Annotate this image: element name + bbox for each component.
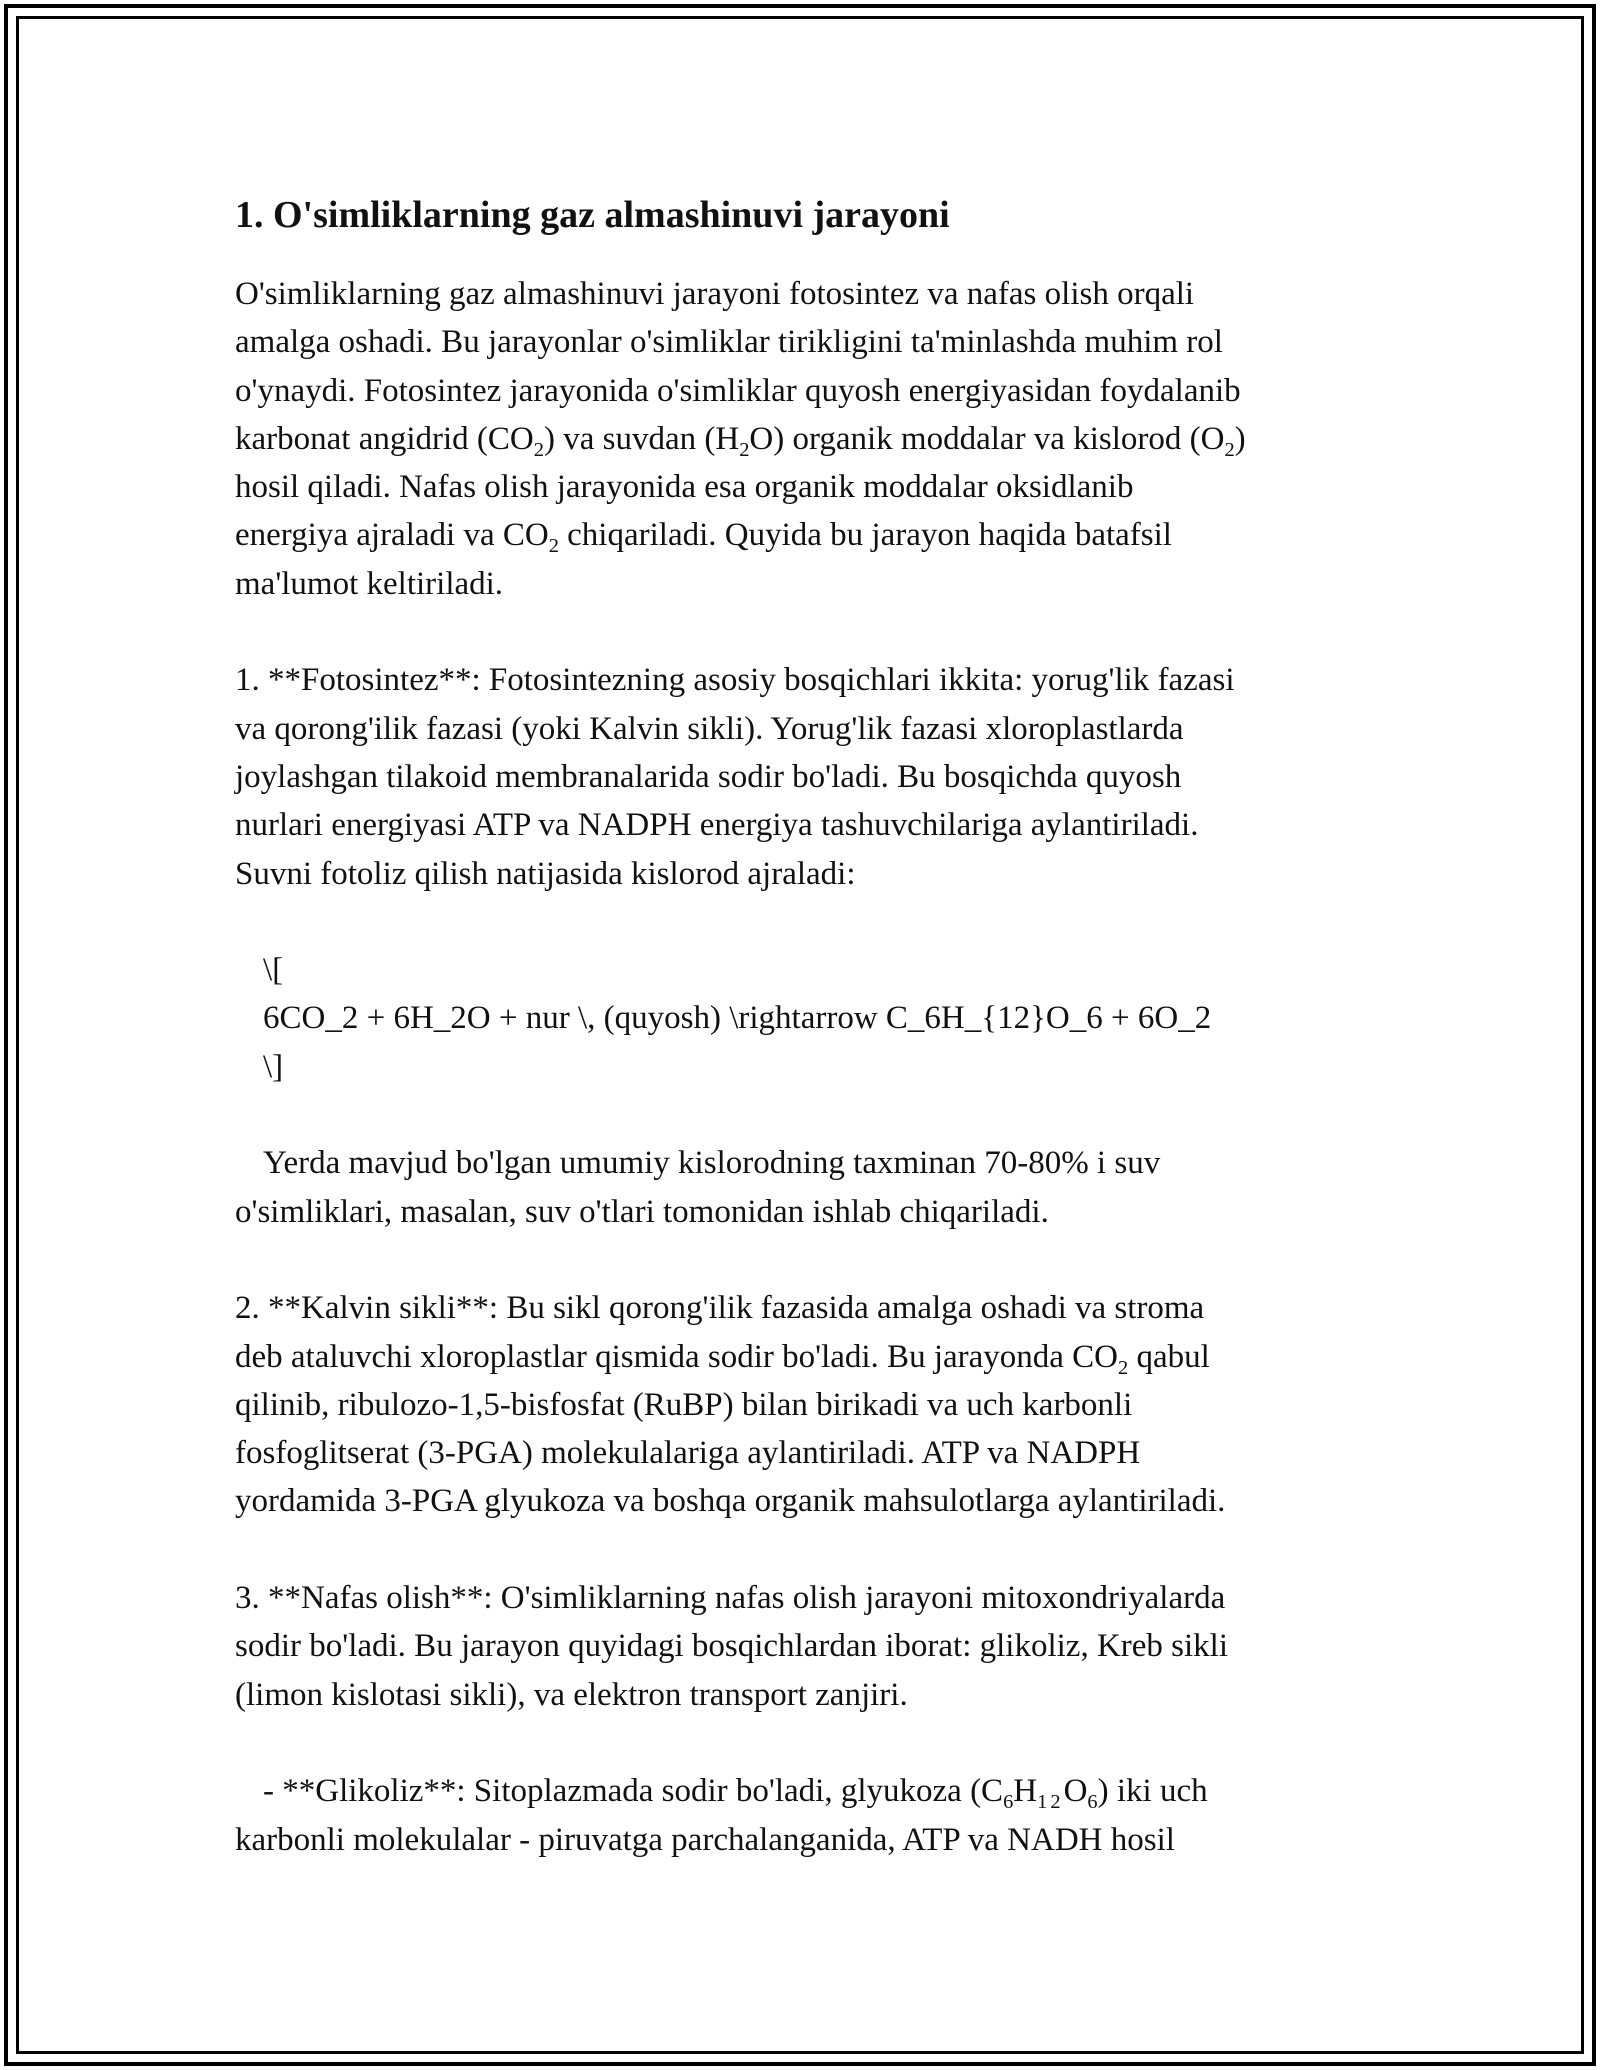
formula-open: \[ — [263, 952, 284, 989]
formula-close: \] — [263, 1048, 284, 1085]
glikoliz-paragraph — [235, 1767, 1375, 1864]
text-line: karbonat angidrid $(CO_2)$ va suvdan $(H_2O)$ organik moddalar va kislorod $(O_2)$ — [235, 420, 1246, 462]
text-line: hosil qiladi. Nafas olish jarayonida esa organik moddalar oksidlanib — [235, 469, 1134, 506]
formula-body: 6CO_2 + 6H_2O + nur \, (quyosh) \rightarrow C_6H_{12}O_6 + 6O_2 — [263, 1000, 1212, 1037]
intro-paragraph — [235, 270, 1375, 608]
text-line: - **Glikoliz**: Sitoplazmada sodir bo'ladi, glyukoza $(C_6H_{12}O_6)$ iki uch — [263, 1773, 1208, 1814]
oxygen-note-paragraph — [235, 1139, 1375, 1236]
kalvin-paragraph — [235, 1284, 1375, 1525]
formula-block — [235, 946, 1375, 1091]
text-line: karbonli molekulalar - piruvatga parchalanganida, ATP va NADH hosil — [235, 1821, 1175, 1858]
text-line: fosfoglitserat (3-PGA) molekulalariga aylantiriladi. ATP va NADPH — [235, 1435, 1141, 1472]
section-heading: 1. O'simliklarning gaz almashinuvi jarayoni — [235, 194, 950, 236]
text-line: amalga oshadi. Bu jarayonlar o'simliklar tirikligini ta'minlashda muhim rol — [235, 324, 1223, 361]
text-line: joylashgan tilakoid membranalarida sodir bo'ladi. Bu bosqichda quyosh — [235, 758, 1182, 795]
text-line: 2. **Kalvin sikli**: Bu sikl qorong'ilik fazasida amalga oshadi va stroma — [235, 1290, 1205, 1327]
text-line: qilinib, ribulozo-1,5-bisfosfat (RuBP) bilan birikadi va uch karbonli — [235, 1386, 1133, 1423]
text-line: yordamida 3-PGA glyukoza va boshqa organik mahsulotlarga aylantiriladi. — [235, 1483, 1226, 1520]
text-line: ma'lumot keltiriladi. — [235, 565, 504, 602]
text-line: o'ynaydi. Fotosintez jarayonida o'simliklar quyosh energiyasidan foydalanib — [235, 372, 1241, 409]
text-line: deb ataluvchi xloroplastlar qismida sodir bo'ladi. Bu jarayonda $CO_2$ qabul — [235, 1338, 1210, 1379]
fotosintez-paragraph — [235, 656, 1375, 897]
document-body — [235, 188, 1375, 1864]
text-line: 3. **Nafas olish**: O'simliklarning nafas olish jarayoni mitoxondriyalarda — [235, 1580, 1226, 1617]
text-line: Suvni fotoliz qilish natijasida kislorod ajraladi: — [235, 855, 856, 892]
text-line: 1. **Fotosintez**: Fotosintezning asosiy bosqichlari ikkita: yorug'lik fazasi — [235, 662, 1235, 699]
text-line: O'simliklarning gaz almashinuvi jarayoni fotosintez va nafas olish orqali — [235, 276, 1195, 312]
text-line: va qorong'ilik fazasi (yoki Kalvin sikli). Yorug'lik fazasi xloroplastlarda — [235, 710, 1184, 747]
nafas-paragraph — [235, 1574, 1375, 1719]
text-line: (limon kislotasi sikli), va elektron transport zanjiri. — [235, 1676, 908, 1713]
text-line: o'simliklari, masalan, suv o'tlari tomonidan ishlab chiqariladi. — [235, 1193, 1049, 1230]
text-line: sodir bo'ladi. Bu jarayon quyidagi bosqichlardan iborat: glikoliz, Kreb sikli — [235, 1628, 1229, 1665]
text-line: energiya ajraladi va $CO_2$ chiqariladi. Quyida bu jarayon haqida batafsil — [235, 517, 1172, 558]
text-line: nurlari energiyasi ATP va NADPH energiya tashuvchilariga aylantiriladi. — [235, 807, 1199, 844]
text-line: Yerda mavjud bo'lgan umumiy kislorodning taxminan 70-80% i suv — [263, 1145, 1161, 1182]
